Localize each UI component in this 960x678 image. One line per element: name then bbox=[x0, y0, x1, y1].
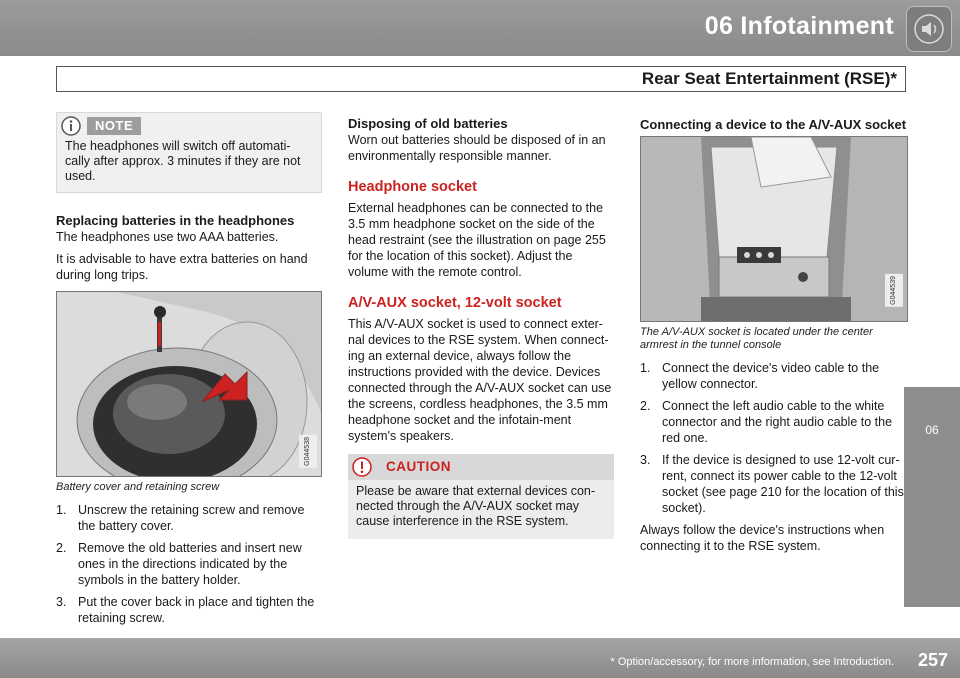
column-middle bbox=[348, 116, 614, 559]
paragraph: The headphones use two AAA batteries. bbox=[56, 230, 279, 244]
speaker-icon bbox=[906, 6, 952, 52]
heading-connecting-device: Connecting a device to the A/V-AUX socket bbox=[640, 117, 907, 132]
paragraph: This A/V-AUX socket is used to connect exter-nal devices to the RSE system. When connect-ing an external device, always follow the instructions provided with the device. Devices connected through the A/V-AUX socket can use the screens, cordless headphones, the 3.5 mm headphone socket and the infotain-ment system's speakers. bbox=[348, 317, 612, 443]
warning-icon bbox=[352, 457, 372, 477]
section-title-bar bbox=[56, 66, 906, 92]
column-right bbox=[640, 116, 908, 560]
info-icon bbox=[61, 116, 81, 136]
figure-id: G044538 bbox=[299, 435, 317, 468]
headphone-battery-illustration bbox=[56, 291, 322, 477]
armrest-drawing bbox=[641, 137, 907, 321]
caution-text: Please be aware that external devices con-nected through the A/V-AUX socket may cause interference in the RSE system. bbox=[356, 484, 596, 528]
heading-av-aux-socket: A/V-AUX socket, 12-volt socket bbox=[348, 295, 562, 311]
paragraph: Worn out batteries should be disposed of in an environmentally responsible manner. bbox=[348, 133, 606, 163]
list-item: 2. Remove the old batteries and insert new ones in the directions indicated by the symbols in the battery holder. bbox=[56, 541, 302, 587]
heading-headphone-socket: Headphone socket bbox=[348, 179, 477, 195]
figure-id: G044539 bbox=[885, 274, 903, 307]
figure-caption: The A/V-AUX socket is located under the center armrest in the tunnel console bbox=[640, 326, 873, 351]
list-item: 1. Unscrew the retaining screw and remove the battery cover. bbox=[56, 503, 305, 533]
chapter-title: 06 Infotainment bbox=[704, 12, 894, 40]
note-header bbox=[57, 113, 321, 139]
figure-caption: Battery cover and retaining screw bbox=[56, 481, 220, 493]
paragraph: It is advisable to have extra batteries on hand during long trips. bbox=[56, 252, 308, 282]
page-number: 257 bbox=[917, 650, 948, 670]
list-item: 1. Connect the device's video cable to the yellow connector. bbox=[640, 361, 880, 391]
note-text: The headphones will switch off automati-cally after approx. 3 minutes if they are not used. bbox=[65, 139, 301, 183]
caution-box bbox=[348, 454, 614, 539]
heading-replacing-batteries: Replacing batteries in the headphones bbox=[56, 213, 295, 228]
caution-header bbox=[348, 454, 614, 480]
headphone-drawing bbox=[57, 292, 321, 476]
footer-bar bbox=[0, 638, 960, 678]
footnote: * Option/accessory, for more information, see Introduction. bbox=[610, 656, 894, 668]
list-item: 2. Connect the left audio cable to the white connector and the right audio cable to the red one. bbox=[640, 399, 893, 445]
list-item: 3. Put the cover back in place and tighten the retaining screw. bbox=[56, 595, 315, 625]
armrest-aux-illustration bbox=[640, 136, 908, 322]
chapter-side-tab bbox=[904, 386, 960, 607]
connect-steps-list bbox=[640, 360, 908, 516]
note-label: NOTE bbox=[87, 117, 141, 135]
section-title: Rear Seat Entertainment (RSE)* bbox=[641, 69, 897, 88]
paragraph: Always follow the device's instructions when connecting it to the RSE system. bbox=[640, 523, 885, 553]
list-item: 3. If the device is designed to use 12-volt cur-rent, connect its power cable to the 12-volt socket (see page 210 for the location of this socket). bbox=[640, 453, 904, 515]
chapter-header-bar bbox=[0, 0, 960, 56]
column-left bbox=[56, 112, 322, 632]
heading-disposing-batteries: Disposing of old batteries bbox=[348, 116, 508, 131]
side-tab-label: 06 bbox=[925, 423, 939, 437]
note-box bbox=[56, 112, 322, 193]
caution-label: CAUTION bbox=[386, 459, 451, 474]
battery-steps-list bbox=[56, 502, 322, 626]
paragraph: External headphones can be connected to the 3.5 mm headphone socket on the side of the head restraint (see the illustration on page 255 for the location of this socket). Adjust the volume with the remote control. bbox=[348, 201, 606, 279]
